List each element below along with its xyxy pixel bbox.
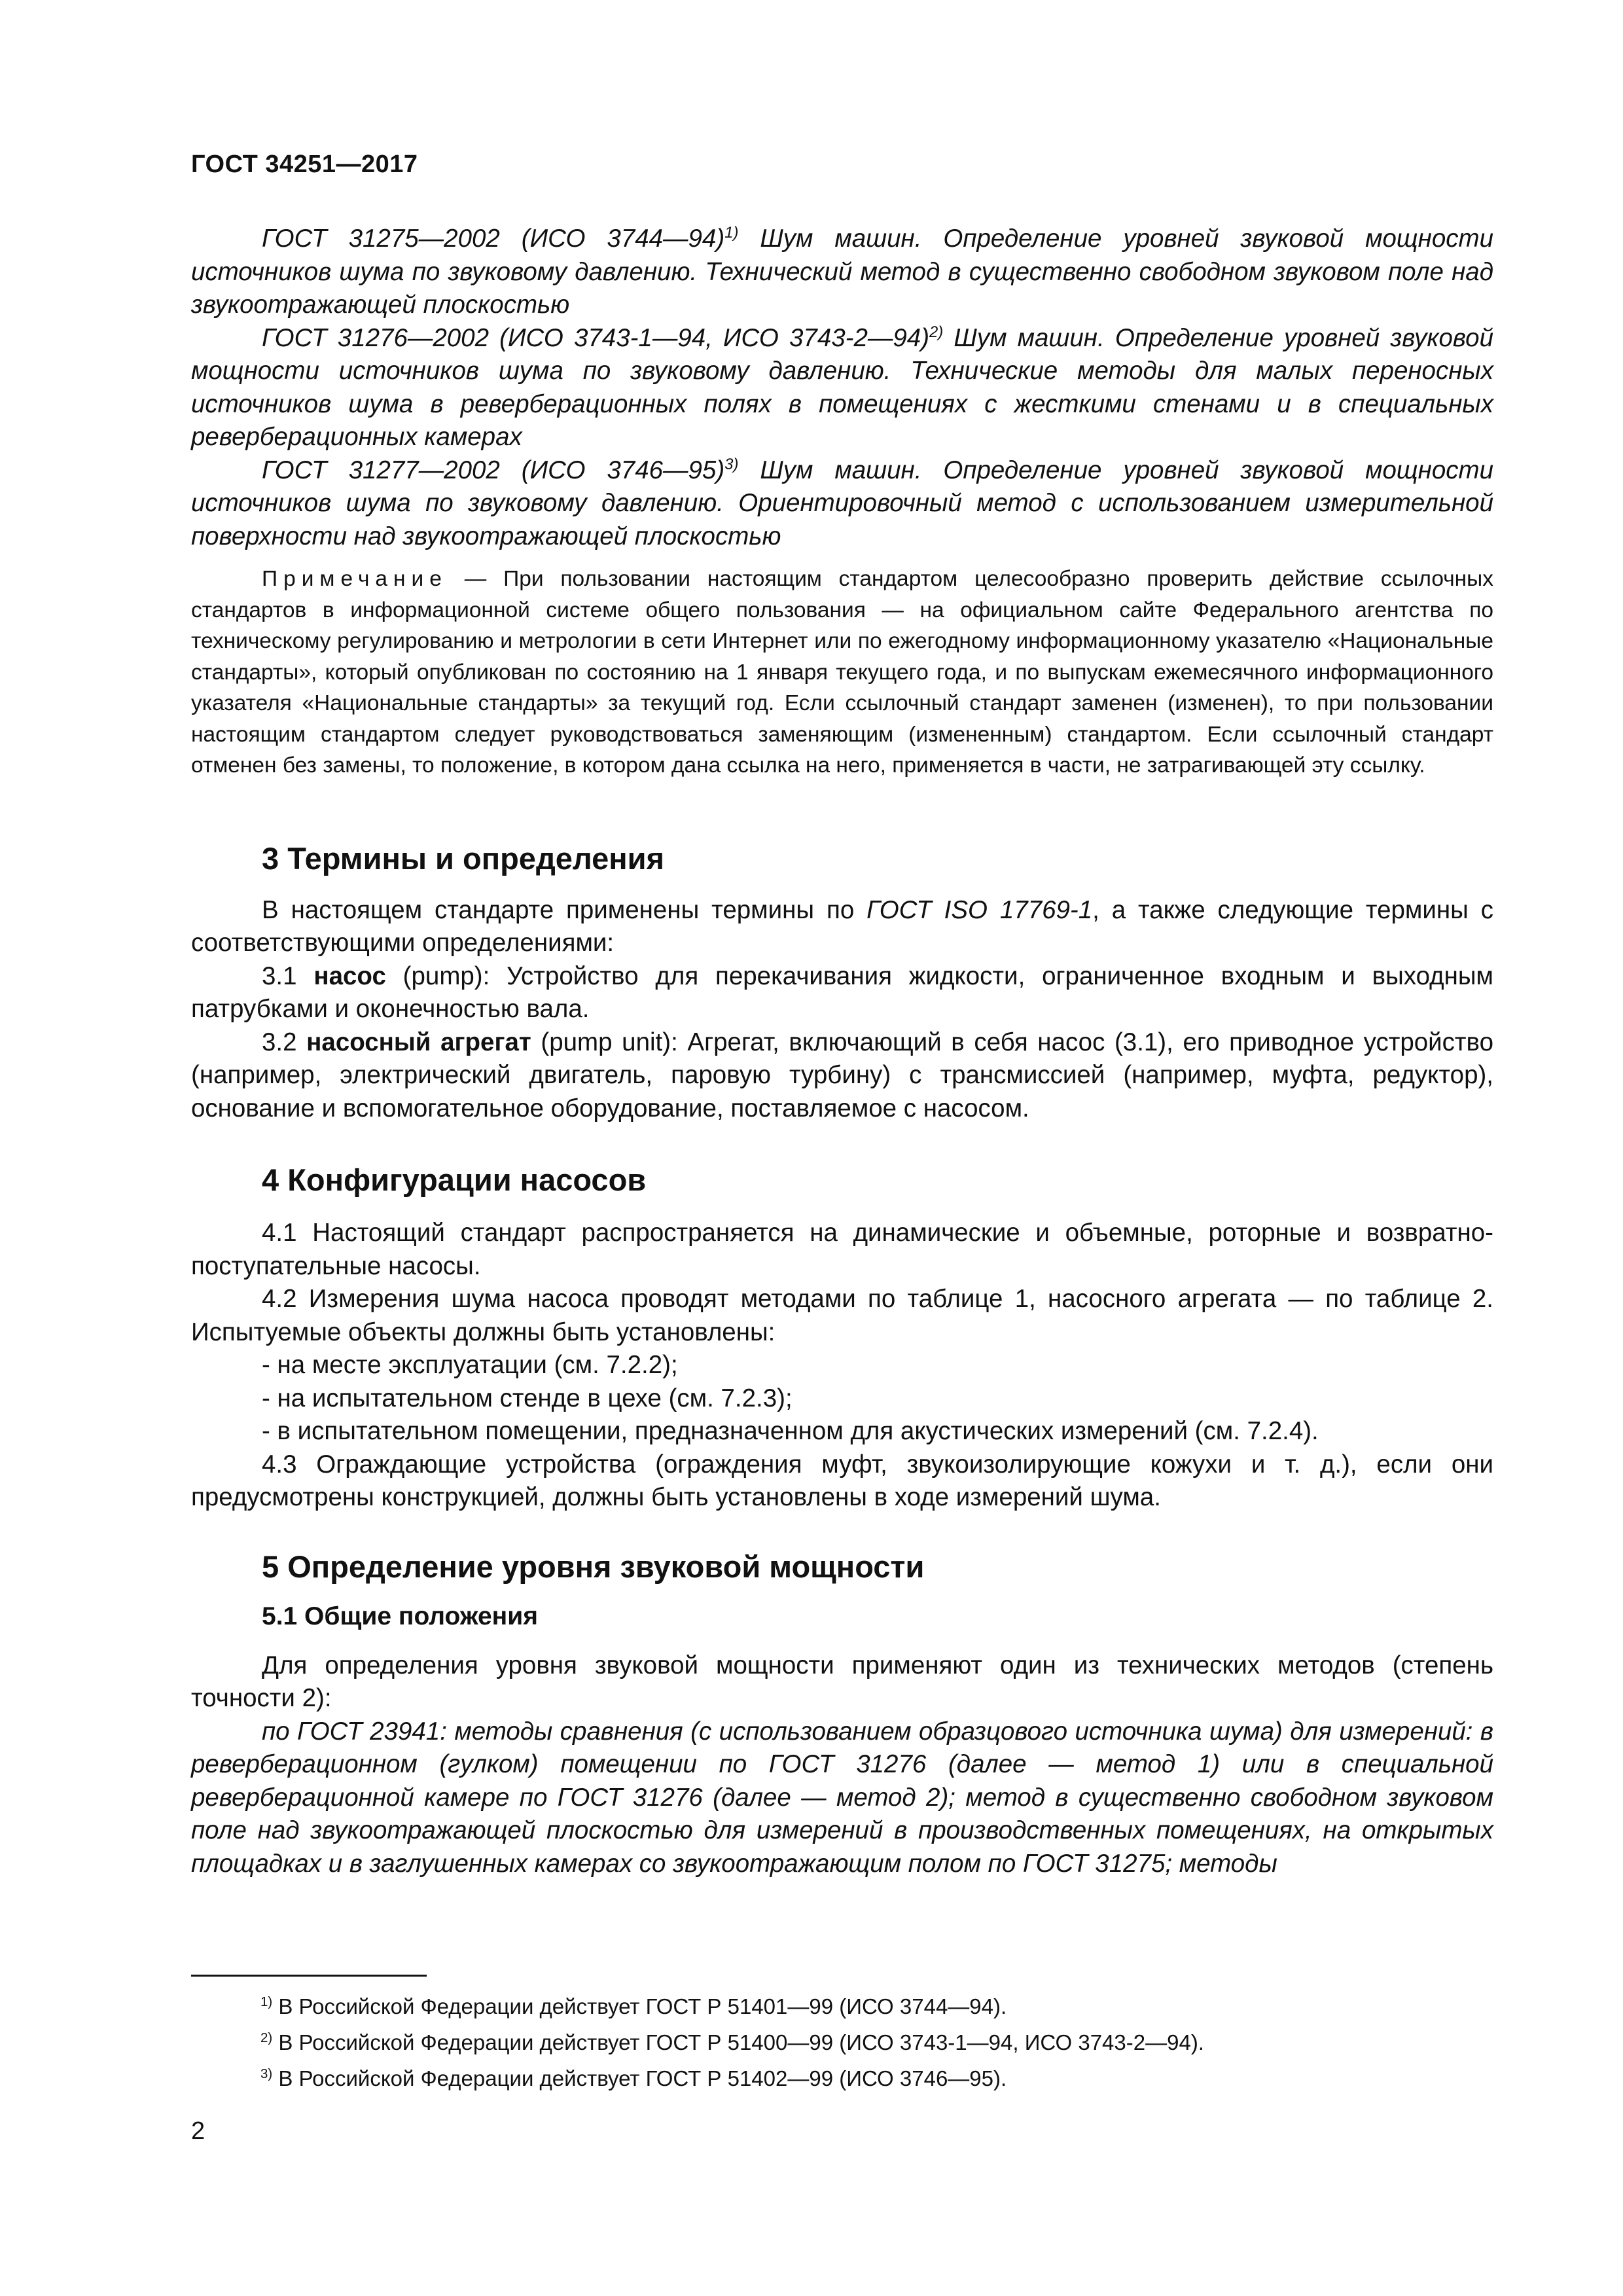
footnote (260, 2024, 1491, 2060)
term-definition (191, 1026, 1493, 1126)
footnote-mark: 2) (929, 323, 944, 341)
paragraph: 4.1 Настоящий стандарт распространяется на динамические и объемные, роторные и возвратно-поступательные насосы. (191, 1219, 1493, 1280)
standard-header: ГОСТ 34251—2017 (191, 151, 418, 178)
reference-title: Шум машин. Определение уровней звуковой мощности источников шума по звуковому давлению. Ориентировочный метод с использованием измерительной поверхности над звукоотражающей плоскостью (191, 456, 1493, 550)
reference-code: ГОСТ 31276—2002 (ИСО 3743-1—94, ИСО 3743-2—94) (262, 323, 930, 352)
standard-reference: ГОСТ ISO 17769-1 (866, 895, 1093, 924)
definition-text: (pump unit): Агрегат, включающий в себя насос (3.1), его приводное устройство (например, электрический двигатель, паровую турбину) с трансмиссией (например, муфта, редуктор), основание и вспомогательное оборудование, поставляемое с насосом. (191, 1028, 1493, 1122)
page-number: 2 (191, 2117, 205, 2145)
reference-title: Шум машин. Определение уровней звуковой мощности источников шума по звуковому давлению. Технические методы для малых переносных источников шума в реверберационных полях в помещениях с жесткими стенами и в специальных реверберационных камерах (191, 323, 1493, 451)
term-number: 3.2 (262, 1028, 307, 1056)
reference-code: ГОСТ 31275—2002 (ИСО 3744—94) (262, 224, 725, 253)
term: насос (313, 961, 386, 990)
footnotes (260, 1988, 1491, 2096)
footnote-mark: 1) (724, 224, 739, 242)
note-label: Примечание (262, 567, 448, 591)
section-heading: 3 Термины и определения (262, 840, 664, 876)
footnote-mark: 1) (260, 1994, 273, 2009)
footnote-mark: 3) (724, 455, 739, 473)
footnote-text: В Российской Федерации действует ГОСТ Р 51402—99 (ИСО 3746—95). (272, 2066, 1007, 2090)
footnote-separator (191, 1975, 427, 1977)
footnote-text: В Российской Федерации действует ГОСТ Р 51400—99 (ИСО 3743-1—94, ИСО 3743-2—94). (272, 2030, 1204, 2054)
footnote (260, 2060, 1491, 2096)
definition-text: (pump): Устройство для перекачивания жидкости, ограниченное входным и выходным патрубками и оконечностью вала. (191, 961, 1494, 1023)
normative-reference (191, 454, 1493, 554)
footnote (260, 1988, 1491, 2024)
list-item: - на испытательном стенде в цехе (см. 7.2.3); (262, 1384, 793, 1412)
paragraph: Для определения уровня звуковой мощности применяют один из технических методов (степень точности 2): (191, 1651, 1493, 1712)
footnote-mark: 2) (260, 2030, 273, 2045)
list-item: - в испытательном помещении, предназначенном для акустических измерений (см. 7.2.4). (262, 1417, 1319, 1445)
normative-reference (191, 223, 1493, 322)
paragraph (191, 894, 1493, 960)
term-number: 3.1 (262, 961, 314, 990)
subsection-heading: 5.1 Общие положения (262, 1602, 538, 1630)
paragraph: 4.2 Измерения шума насоса проводят методами по таблице 1, насосного агрегата — по таблице 2. Испытуемые объекты должны быть установлены: (191, 1285, 1493, 1346)
reference-code: ГОСТ 31277—2002 (ИСО 3746—95) (262, 456, 725, 484)
paragraph-text: В настоящем стандарте применены термины по (262, 895, 867, 924)
footnote-mark: 3) (260, 2066, 273, 2081)
page-body (191, 223, 1493, 1880)
paragraph: по ГОСТ 23941: методы сравнения (с использованием образцового источника шума) для измерений: в реверберационном (гулком) помещении по ГОСТ 31276 (далее — метод 1) или в специальной реверберационной камере по ГОСТ 31276 (далее — метод 2); метод в существенно свободном звуковом поле над звукоотражающей плоскостью для измерений в производственных помещениях, на открытых площадках и в заглушенных камерах со звукоотражающим полом по ГОСТ 31275; методы (191, 1717, 1493, 1878)
note-paragraph (191, 564, 1493, 781)
list-item: - на месте эксплуатации (см. 7.2.2); (262, 1351, 678, 1379)
note-text: — При пользовании настоящим стандартом целесообразно проверить действие ссылочных стандартов в информационной системе общего пользования — на официальном сайте Федерального агентства по техническому регулированию и метрологии в сети Интернет или по ежегодному информационному указателю «Национальные стандарты», который опубликован по состоянию на 1 января текущего года, и по выпускам ежемесячного информационного указателя «Национальные стандарты» за текущий год. Если ссылочный стандарт заменен (изменен), то при пользовании настоящим стандартом следует руководствоваться заменяющим (измененным) стандартом. Если ссылочный стандарт отменен без замены, то положение, в котором дана ссылка на него, применяется в части, не затрагивающей эту ссылку. (191, 567, 1493, 778)
section-heading: 4 Конфигурации насосов (262, 1162, 647, 1197)
paragraph-text: , а также следующие термины с соответствующими определениями: (191, 895, 1493, 957)
section-heading: 5 Определение уровня звуковой мощности (262, 1549, 925, 1584)
normative-reference (191, 322, 1493, 454)
term: насосный агрегат (306, 1028, 531, 1056)
term-definition (191, 960, 1493, 1026)
reference-title: Шум машин. Определение уровней звуковой мощности источников шума по звуковому давлению. Технический метод в существенно свободном звуковом поле над звукоотражающей плоскостью (191, 224, 1493, 319)
footnote-text: В Российской Федерации действует ГОСТ Р 51401—99 (ИСО 3744—94). (272, 1994, 1007, 2018)
paragraph: 4.3 Ограждающие устройства (ограждения муфт, звукоизолирующие кожухи и т. д.), если они предусмотрены конструкцией, должны быть установлены в ходе измерений шума. (191, 1450, 1493, 1511)
